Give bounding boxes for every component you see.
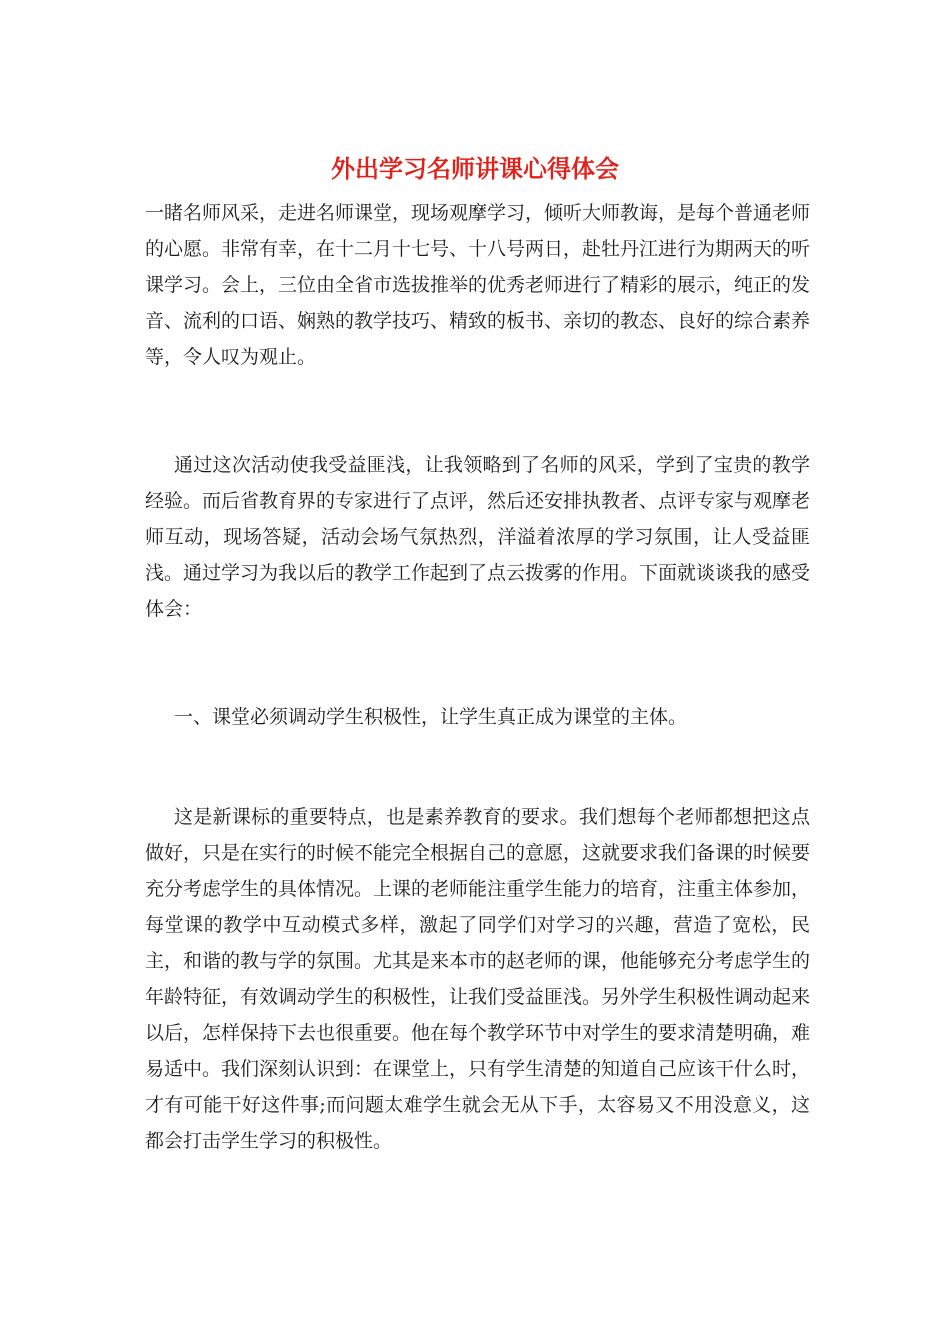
- paragraph-section-1-body: 这是新课标的重要特点，也是素养教育的要求。我们想每个老师都想把这点做好，只是在实行的时候不能完全根据自己的意愿，这就要求我们备课的时候要充分考虑学生的具体情况。上课的老师能注重学生能力的培育，注重主体参加，每堂课的教学中互动模式多样，激起了同学们对学习的兴趣，营造了宽松，民主，和谐的教与学的氛围。尤其是来本市的赵老师的课，他能够充分考虑学生的年龄特征，有效调动学生的积极性，让我们受益匪浅。另外学生积极性调动起来以后，怎样保持下去也很重要。他在每个教学环节中对学生的要求清楚明确，难易适中。我们深刻认识到：在课堂上，只有学生清楚的知道自己应该干什么时，才有可能干好这件事;而问题太难学生就会无从下手，太容易又不用没意义，这都会打击学生学习的积极性。: [145, 806, 811, 1152]
- section-heading-1: 一、课堂必须调动学生积极性，让学生真正成为课堂的主体。: [174, 706, 688, 728]
- document-title: 外出学习名师讲课心得体会: [331, 154, 619, 183]
- paragraph-activity-benefits: 通过这次活动使我受益匪浅，让我领略到了名师的风采，学到了宝贵的教学经验。而后省教育界的专家进行了点评，然后还安排执教者、点评专家与观摩老师互动，现场答疑，活动会场气氛热烈，洋溢着浓厚的学习氛围，让人受益匪浅。通过学习为我以后的教学工作起到了点云拨雾的作用。下面就谈谈我的感受体会：: [145, 454, 811, 620]
- paragraph-intro: 一睹名师风采，走进名师课堂，现场观摩学习，倾听大师教诲，是每个普通老师的心愿。非常有幸，在十二月十七号、十八号两日，赴牡丹江进行为期两天的听课学习。会上，三位由全省市选拔推举的优秀老师进行了精彩的展示，纯正的发音、流利的口语、娴熟的教学技巧、精致的板书、亲切的教态、良好的综合素养等，令人叹为观止。: [145, 202, 811, 368]
